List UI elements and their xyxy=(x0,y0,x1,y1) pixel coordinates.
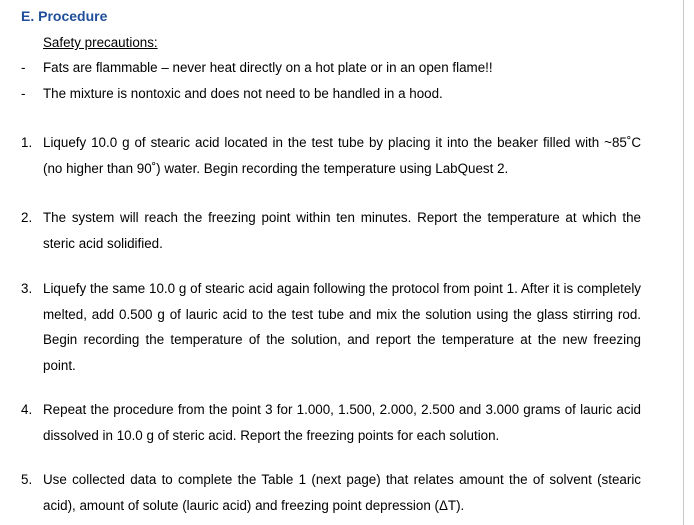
safety-precautions-title: Safety precautions: xyxy=(43,35,158,50)
step-number: 4. xyxy=(21,402,33,417)
bullet-dash: - xyxy=(21,86,26,101)
bullet-text: The mixture is nontoxic and does not need to be handled in a hood. xyxy=(43,86,443,101)
step-number: 5. xyxy=(21,472,33,487)
page-edge-rule xyxy=(683,0,684,525)
bullet-dash: - xyxy=(21,60,26,75)
step-number: 2. xyxy=(21,210,33,225)
step-text: Liquefy the same 10.0 g of stearic acid again following the protocol from point 1. After it is completely melted, add 0.500 g of lauric acid to the test tube and mix the solution using the glass stirring rod. Begin recording the temperature of the solution, and report the temperature at the new freezing point. xyxy=(43,281,641,373)
section-heading: E. Procedure xyxy=(21,8,108,24)
step-text: Repeat the procedure from the point 3 for 1.000, 1.500, 2.000, 2.500 and 3.000 grams of lauric acid dissolved in 10.0 g of steric acid. Report the freezing points for each solution. xyxy=(43,402,641,443)
step-text: The system will reach the freezing point within ten minutes. Report the temperature at which the steric acid solidified. xyxy=(43,210,641,251)
step-text: Liquefy 10.0 g of stearic acid located in the test tube by placing it into the beaker filled with ~85˚C (no higher than 90˚) water. Begin recording the temperature using LabQuest 2. xyxy=(43,135,641,176)
step-text: Use collected data to complete the Table 1 (next page) that relates amount the of solvent (stearic acid), amount of solute (lauric acid) and freezing point depression (ΔT). xyxy=(43,472,641,513)
step-number: 1. xyxy=(21,135,33,150)
step-number: 3. xyxy=(21,281,33,296)
bullet-text: Fats are flammable – never heat directly on a hot plate or in an open flame!! xyxy=(43,60,493,75)
